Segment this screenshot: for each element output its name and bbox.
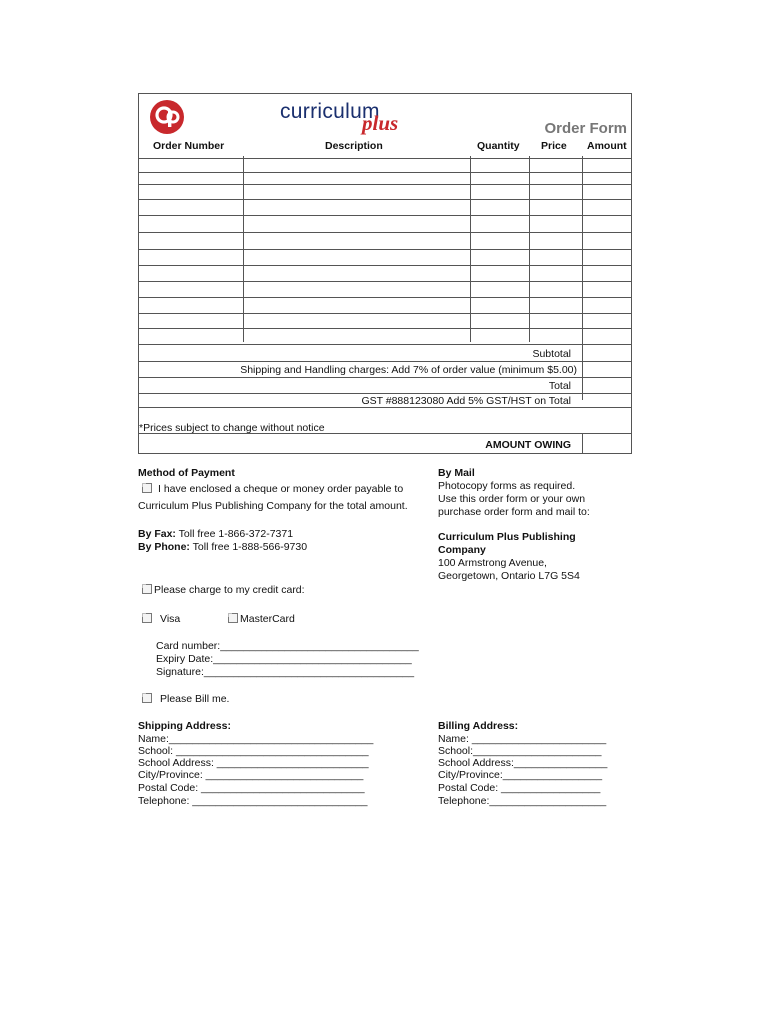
col-header-price: Price <box>541 140 567 152</box>
billing-city-field[interactable]: City/Province:_________________ <box>438 769 603 781</box>
col-header-description: Description <box>325 140 383 152</box>
gst-label: GST #888123080 Add 5% GST/HST on Total <box>361 395 571 407</box>
brand-plus: plus <box>362 111 399 135</box>
billing-name-field[interactable]: Name: _______________________ <box>438 733 607 745</box>
company-address1: 100 Armstrong Avenue, <box>438 557 547 569</box>
total-label: Total <box>548 380 571 392</box>
bill-me-checkbox[interactable] <box>142 693 152 703</box>
card-number-field[interactable]: Card number:__________________________________ <box>156 640 419 652</box>
shipping-handling-label: Shipping and Handling charges: Add 7% of order value (minimum $5.00) <box>240 364 577 376</box>
phone-label: By Phone: <box>138 541 190 553</box>
billing-telephone-field[interactable]: Telephone:____________________ <box>438 795 607 807</box>
company-name-line1: Curriculum Plus Publishing <box>438 531 576 543</box>
mastercard-checkbox[interactable] <box>228 613 238 623</box>
order-table <box>138 93 632 454</box>
shipping-school-field[interactable]: School: _________________________________ <box>138 745 369 757</box>
mastercard-label: MasterCard <box>240 613 295 625</box>
phone-line <box>138 541 307 553</box>
shipping-telephone-field[interactable]: Telephone: ______________________________ <box>138 795 368 807</box>
expiry-date-field[interactable]: Expiry Date:__________________________________ <box>156 653 412 665</box>
fax-number: Toll free 1-866-372-7371 <box>178 528 294 540</box>
payment-heading: Method of Payment <box>138 467 235 479</box>
billing-postal-field[interactable]: Postal Code: _________________ <box>438 782 601 794</box>
form-title: Order Form <box>544 120 627 137</box>
bill-me-label: Please Bill me. <box>160 693 230 705</box>
signature-field[interactable]: Signature:____________________________________ <box>156 666 415 678</box>
cheque-checkbox[interactable] <box>142 483 152 493</box>
subtotal-label: Subtotal <box>532 348 571 360</box>
billing-school-field[interactable]: School:______________________ <box>438 745 602 757</box>
phone-number: Toll free 1-888-566-9730 <box>192 541 308 553</box>
visa-label: Visa <box>160 613 181 625</box>
credit-card-checkbox[interactable] <box>142 584 152 594</box>
mail-heading: By Mail <box>438 467 475 479</box>
shipping-heading: Shipping Address: <box>138 720 231 732</box>
shipping-name-field[interactable]: Name:___________________________________ <box>138 733 374 745</box>
company-address2: Georgetown, Ontario L7G 5S4 <box>438 570 580 582</box>
price-notice: *Prices subject to change without notice <box>139 422 325 434</box>
company-name-line2: Company <box>438 544 486 556</box>
shipping-postal-field[interactable]: Postal Code: ____________________________ <box>138 782 365 794</box>
mail-line2: Use this order form or your own <box>438 493 586 505</box>
billing-heading: Billing Address: <box>438 720 519 732</box>
visa-checkbox[interactable] <box>142 613 152 623</box>
fax-line <box>138 528 293 540</box>
fax-label: By Fax: <box>138 528 176 540</box>
mail-line1: Photocopy forms as required. <box>438 480 576 492</box>
shipping-city-field[interactable]: City/Province: ___________________________ <box>138 769 364 781</box>
cheque-text-line2: Curriculum Plus Publishing Company for the total amount. <box>138 500 408 512</box>
col-header-amount: Amount <box>587 140 627 152</box>
col-header-order-number: Order Number <box>153 140 225 152</box>
billing-school-address-field[interactable]: School Address:________________ <box>438 757 608 769</box>
shipping-school-address-field[interactable]: School Address: __________________________ <box>138 757 369 769</box>
cheque-text-line1: I have enclosed a cheque or money order payable to <box>158 483 404 495</box>
credit-card-label: Please charge to my credit card: <box>154 584 305 596</box>
mail-line3: purchase order form and mail to: <box>438 506 590 518</box>
amount-owing-label: AMOUNT OWING <box>485 439 571 451</box>
col-header-quantity: Quantity <box>477 140 520 152</box>
brand-curriculum: curriculum <box>280 100 380 123</box>
